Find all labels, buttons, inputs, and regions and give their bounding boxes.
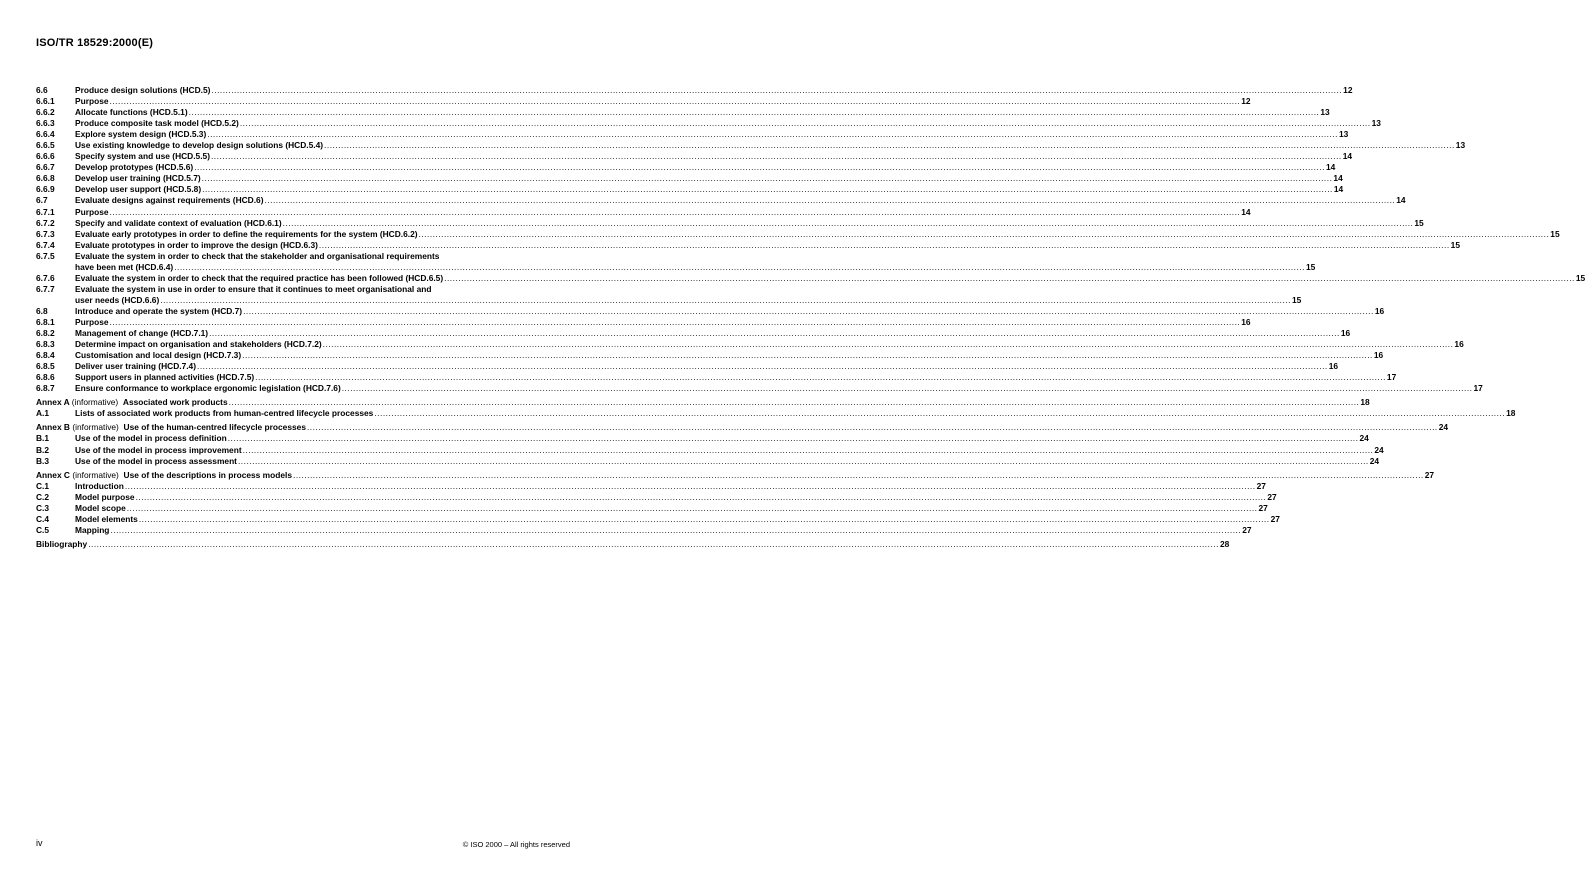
toc-annex-label: Annex C — [36, 469, 70, 480]
toc-entry-title: Use of the model in process improvement — [75, 444, 242, 455]
toc-entry-title: Allocate functions (HCD.5.1) — [75, 107, 188, 118]
toc-page-number: 18 — [1506, 408, 1516, 419]
toc-page-number: 13 — [1339, 129, 1349, 140]
toc-leader-dots: ................................................................................................................................................................................................................................................................................................................................................................................................................ — [341, 383, 1473, 394]
toc-entry-number: B.2 — [36, 444, 50, 455]
toc-page-number: 14 — [1333, 184, 1344, 195]
toc-page-number: 17 — [1386, 372, 1397, 383]
toc-page-number: 24 — [1359, 433, 1369, 444]
toc-entry[interactable] — [36, 173, 1343, 184]
toc-entry-title: Develop prototypes (HCD.5.6) — [75, 162, 194, 173]
toc-leader-dots: ................................................................................................................................................................................................................................................................................................................................................................................................................ — [242, 350, 1373, 361]
toc-entry[interactable] — [36, 361, 1339, 372]
toc-entry-number: 6.6 — [36, 85, 48, 95]
toc-page-number: 15 — [1550, 228, 1560, 239]
toc-annex-informative: (informative) — [71, 397, 119, 408]
toc-leader-dots: ................................................................................................................................................................................................................................................................................................................................................................................................................ — [306, 422, 1438, 433]
toc-entry-title: Model purpose — [75, 491, 135, 502]
toc-entry-title: Lists of associated work products from human-centred lifecycle processes — [75, 408, 374, 419]
toc-entry-title: Introduce and operate the system (HCD.7) — [75, 305, 243, 316]
toc-page-number: 14 — [1241, 206, 1251, 217]
toc-entry[interactable] — [36, 455, 1380, 467]
toc-entry-number: 6.8.4 — [36, 350, 55, 361]
toc-leader-dots: ................................................................................................................................................................................................................................................................................................................................................................................................................ — [135, 491, 1267, 502]
toc-leader-dots: ................................................................................................................................................................................................................................................................................................................................................................................................................ — [243, 305, 1374, 316]
toc-entry-number: 6.7.2 — [36, 217, 55, 228]
toc-annex-entry[interactable] — [36, 469, 1435, 481]
toc-leader-dots: ................................................................................................................................................................................................................................................................................................................................................................................................................ — [255, 372, 1386, 383]
toc-entry-number: 6.6.5 — [36, 140, 55, 151]
toc-annex-entry[interactable] — [36, 538, 1230, 550]
toc-entry[interactable] — [36, 184, 1344, 195]
toc-entry-title: Determine impact on organisation and stakeholders (HCD.7.2) — [75, 339, 322, 350]
toc-entry-number: 6.6.6 — [36, 151, 55, 162]
toc-entry-title: Produce composite task model (HCD.5.2) — [75, 118, 239, 129]
toc-page-number: 16 — [1373, 350, 1384, 361]
toc-page-number: 13 — [1371, 118, 1381, 129]
toc-entry-number: 6.6.3 — [36, 118, 55, 129]
toc-leader-dots: ................................................................................................................................................................................................................................................................................................................................................................................................................ — [227, 433, 1359, 444]
toc-leader-dots: ................................................................................................................................................................................................................................................................................................................................................................................................................ — [318, 239, 1450, 250]
toc-entry-number: C.5 — [36, 524, 50, 535]
toc-entry[interactable] — [36, 272, 1585, 284]
toc-entry-number: 6.7.4 — [36, 239, 55, 250]
toc-entry[interactable] — [36, 85, 1353, 96]
toc-entry-number: B.3 — [36, 455, 50, 466]
toc-page-number: 15 — [1292, 294, 1302, 305]
toc-leader-dots: ................................................................................................................................................................................................................................................................................................................................................................................................................ — [237, 455, 1369, 466]
toc-entry[interactable] — [36, 283, 1302, 306]
toc-entry-title-line1: Evaluate the system in use in order to ensure that it continues to meet organisational and — [75, 283, 432, 294]
toc-leader-dots: ................................................................................................................................................................................................................................................................................................................................................................................................................ — [109, 96, 1241, 107]
toc-page-number: 14 — [1325, 162, 1336, 173]
toc-entry-title: Develop user support (HCD.5.8) — [75, 184, 202, 195]
toc-entry[interactable] — [36, 491, 1277, 503]
toc-entry[interactable] — [36, 140, 1466, 151]
toc-entry-number: 6.7.7 — [36, 283, 55, 294]
toc-leader-dots: ................................................................................................................................................................................................................................................................................................................................................................................................................ — [374, 408, 1506, 419]
toc-entry[interactable] — [36, 433, 1369, 444]
toc-page-number: 16 — [1454, 339, 1464, 350]
toc-annex-entry[interactable] — [36, 422, 1449, 433]
toc-page-number: 13 — [1320, 107, 1330, 118]
toc-entry-title: Evaluate designs against requirements (HCD.6) — [75, 195, 264, 206]
toc-entry-title: Use of the model in process assessment — [75, 455, 237, 466]
toc-leader-dots: ................................................................................................................................................................................................................................................................................................................................................................................................................ — [418, 228, 1550, 239]
toc-leader-dots: ................................................................................................................................................................................................................................................................................................................................................................................................................ — [264, 195, 1396, 206]
toc-entry-title: Produce design solutions (HCD.5) — [75, 85, 211, 95]
toc-page-number: 17 — [1473, 383, 1483, 394]
toc-page-number: 15 — [1575, 272, 1585, 283]
toc-entry-title: Purpose — [75, 96, 109, 107]
footer-copyright: © ISO 2000 – All rights reserved — [462, 840, 570, 849]
toc-page-number: 27 — [1267, 491, 1277, 502]
toc-entry-number: 6.7.5 — [36, 250, 55, 261]
toc-entry[interactable] — [36, 383, 1483, 394]
toc-entry[interactable] — [36, 239, 1460, 251]
toc-annex-label: Annex B — [36, 422, 70, 433]
toc-entry-number: 6.6.9 — [36, 184, 55, 195]
toc-page-number: 27 — [1424, 469, 1435, 480]
toc-leader-dots: ................................................................................................................................................................................................................................................................................................................................................................................................................ — [197, 361, 1328, 372]
toc-page-number: 13 — [1455, 140, 1466, 151]
toc-entry-title: Purpose — [75, 206, 109, 217]
toc-entry[interactable] — [36, 480, 1266, 492]
toc-leader-dots: ................................................................................................................................................................................................................................................................................................................................................................................................................ — [88, 538, 1219, 549]
toc-leader-dots: ................................................................................................................................................................................................................................................................................................................................................................................................................ — [109, 206, 1241, 217]
toc-entry-number: 6.8.2 — [36, 328, 55, 339]
toc-leader-dots: ................................................................................................................................................................................................................................................................................................................................................................................................................ — [126, 502, 1258, 513]
toc-leader-dots: ................................................................................................................................................................................................................................................................................................................................................................................................................ — [194, 162, 1325, 173]
toc-entry[interactable] — [36, 372, 1397, 383]
toc-entry-title: Customisation and local design (HCD.7.3) — [75, 350, 242, 361]
toc-entry-title: Ensure conformance to workplace ergonomic legislation (HCD.7.6) — [75, 383, 341, 394]
table-of-contents — [36, 85, 1585, 550]
toc-entry-number: 6.8.6 — [36, 372, 55, 383]
toc-leader-dots: ................................................................................................................................................................................................................................................................................................................................................................................................................ — [209, 328, 1340, 339]
toc-leader-dots: ................................................................................................................................................................................................................................................................................................................................................................................................................ — [239, 118, 1371, 129]
document-header-title: ISO/TR 18529:2000(E) — [36, 37, 154, 49]
toc-entry[interactable] — [36, 129, 1349, 140]
toc-entry[interactable] — [36, 107, 1330, 118]
toc-entry-number: 6.6.2 — [36, 107, 55, 118]
toc-entry[interactable] — [36, 195, 1406, 206]
toc-entry-title: Management of change (HCD.7.1) — [75, 328, 209, 339]
toc-entry-number: C.4 — [36, 513, 50, 524]
toc-page-number: 16 — [1328, 361, 1339, 372]
toc-entry-number: 6.7.1 — [36, 206, 55, 217]
toc-entry-number: 6.6.8 — [36, 173, 55, 184]
toc-leader-dots: ................................................................................................................................................................................................................................................................................................................................................................................................................ — [242, 444, 1374, 455]
toc-entry-number: A.1 — [36, 408, 50, 419]
toc-entry-title: Evaluate early prototypes in order to define the requirements for the system (HCD.6.2) — [75, 228, 418, 239]
toc-page-number: 18 — [1360, 397, 1370, 408]
toc-leader-dots: ................................................................................................................................................................................................................................................................................................................................................................................................................ — [210, 151, 1342, 162]
toc-page-number: 12 — [1343, 85, 1353, 95]
toc-page-number: 14 — [1333, 173, 1343, 184]
toc-entry[interactable] — [36, 408, 1516, 419]
toc-page-number: 27 — [1242, 524, 1252, 535]
toc-entry-title: user needs (HCD.6.6) — [75, 294, 160, 305]
toc-leader-dots: ................................................................................................................................................................................................................................................................................................................................................................................................................ — [444, 272, 1575, 283]
toc-leader-dots: ................................................................................................................................................................................................................................................................................................................................................................................................................ — [138, 513, 1270, 524]
toc-page-number: 15 — [1305, 261, 1316, 272]
toc-entry[interactable] — [36, 118, 1381, 129]
toc-entry-title: Introduction — [75, 480, 124, 491]
toc-leader-dots: ................................................................................................................................................................................................................................................................................................................................................................................................................ — [188, 107, 1320, 118]
toc-entry-title: Explore system design (HCD.5.3) — [75, 129, 207, 140]
toc-entry-title: Purpose — [75, 316, 109, 327]
toc-entry[interactable] — [36, 328, 1351, 339]
toc-leader-dots: ................................................................................................................................................................................................................................................................................................................................................................................................................ — [282, 217, 1414, 228]
toc-leader-dots: ................................................................................................................................................................................................................................................................................................................................................................................................................ — [207, 129, 1338, 140]
toc-page-number: 28 — [1219, 538, 1230, 549]
toc-entry-title: Develop user training (HCD.5.7) — [75, 173, 201, 184]
toc-entry-number: 6.6.4 — [36, 129, 55, 140]
toc-page-number: 27 — [1258, 502, 1268, 513]
toc-leader-dots: ................................................................................................................................................................................................................................................................................................................................................................................................................ — [322, 339, 1454, 350]
toc-entry[interactable] — [36, 502, 1268, 514]
toc-entry-title: have been met (HCD.6.4) — [75, 261, 174, 272]
toc-entry-number: C.2 — [36, 491, 50, 502]
toc-entry-title: Specify and validate context of evaluation (HCD.6.1) — [75, 217, 282, 228]
toc-entry-number: 6.8.1 — [36, 316, 55, 327]
toc-leader-dots: ................................................................................................................................................................................................................................................................................................................................................................................................................ — [324, 140, 1455, 151]
toc-entry[interactable] — [36, 228, 1560, 240]
toc-annex-entry[interactable] — [36, 397, 1370, 408]
toc-entry-number: 6.8 — [36, 305, 48, 316]
toc-entry[interactable] — [36, 339, 1464, 350]
toc-annex-title: Use of the descriptions in process models — [123, 469, 292, 480]
toc-entry-title: Use existing knowledge to develop design solutions (HCD.5.4) — [75, 140, 324, 151]
toc-entry[interactable] — [36, 316, 1251, 328]
toc-page-number: 24 — [1438, 422, 1449, 433]
toc-entry-number: 6.8.5 — [36, 361, 55, 372]
toc-page-number: 14 — [1342, 151, 1353, 162]
toc-leader-dots: ................................................................................................................................................................................................................................................................................................................................................................................................................ — [228, 397, 1360, 408]
toc-entry-title-line1: Evaluate the system in order to check that the stakeholder and organisational requirements — [75, 250, 440, 261]
toc-leader-dots: ................................................................................................................................................................................................................................................................................................................................................................................................................ — [201, 173, 1333, 184]
toc-entry-title: Evaluate the system in order to check that the required practice has been followed (HCD.6.5) — [75, 272, 444, 283]
toc-entry[interactable] — [36, 250, 1316, 273]
toc-entry-number: C.3 — [36, 502, 50, 513]
toc-entry-number: 6.7.3 — [36, 228, 55, 239]
toc-entry[interactable] — [36, 96, 1251, 107]
toc-entry-number: B.1 — [36, 433, 50, 444]
toc-entry-title: Model scope — [75, 502, 126, 513]
toc-page-number: 15 — [1450, 239, 1460, 250]
toc-entry-number: 6.7 — [36, 195, 48, 206]
toc-entry[interactable] — [36, 513, 1280, 525]
toc-entry-number: 6.6.1 — [36, 96, 55, 107]
toc-page-number: 12 — [1241, 96, 1251, 107]
toc-page-number: 16 — [1241, 316, 1251, 327]
toc-entry-title: Deliver user training (HCD.7.4) — [75, 361, 197, 372]
toc-entry-title: Model elements — [75, 513, 138, 524]
toc-leader-dots: ................................................................................................................................................................................................................................................................................................................................................................................................................ — [160, 294, 1291, 305]
toc-entry-number: 6.7.6 — [36, 272, 55, 283]
toc-entry[interactable] — [36, 305, 1385, 317]
toc-leader-dots: ................................................................................................................................................................................................................................................................................................................................................................................................................ — [293, 469, 1424, 480]
toc-entry[interactable] — [36, 444, 1384, 456]
toc-entry-number: 6.8.3 — [36, 339, 55, 350]
toc-entry-number: C.1 — [36, 480, 50, 491]
toc-entry[interactable] — [36, 162, 1336, 173]
toc-entry-number: 6.6.7 — [36, 162, 55, 173]
toc-page-number: 14 — [1396, 195, 1406, 206]
toc-entry-title: Mapping — [75, 524, 110, 535]
toc-annex-informative: (informative) — [72, 469, 119, 480]
toc-entry-title: Specify system and use (HCD.5.5) — [75, 151, 210, 162]
toc-page-number: 24 — [1374, 444, 1384, 455]
toc-page-number: 27 — [1270, 513, 1280, 524]
toc-page-number: 16 — [1340, 328, 1351, 339]
toc-leader-dots: ................................................................................................................................................................................................................................................................................................................................................................................................................ — [109, 316, 1241, 327]
toc-page-number: 27 — [1256, 480, 1266, 491]
toc-page-number: 15 — [1414, 217, 1424, 228]
toc-entry[interactable] — [36, 217, 1424, 229]
toc-page-number: 24 — [1369, 455, 1380, 466]
toc-leader-dots: ................................................................................................................................................................................................................................................................................................................................................................................................................ — [110, 524, 1242, 535]
toc-annex-title: Use of the human-centred lifecycle processes — [123, 422, 306, 433]
footer-page-number: iv — [36, 838, 43, 848]
toc-annex-title: Associated work products — [122, 397, 228, 408]
toc-entry[interactable] — [36, 151, 1353, 162]
toc-leader-dots: ................................................................................................................................................................................................................................................................................................................................................................................................................ — [174, 261, 1305, 272]
toc-leader-dots: ................................................................................................................................................................................................................................................................................................................................................................................................................ — [124, 480, 1256, 491]
toc-annex-label: Annex A — [36, 397, 70, 408]
toc-entry[interactable] — [36, 524, 1252, 536]
toc-annex-informative: (informative) — [72, 422, 119, 433]
toc-annex-label: Bibliography — [36, 538, 88, 549]
toc-entry-title: Evaluate prototypes in order to improve the design (HCD.6.3) — [75, 239, 318, 250]
toc-entry[interactable] — [36, 350, 1384, 361]
toc-leader-dots: ................................................................................................................................................................................................................................................................................................................................................................................................................ — [202, 184, 1333, 195]
toc-entry-number: 6.8.7 — [36, 383, 55, 394]
toc-entry-title: Support users in planned activities (HCD.7.5) — [75, 372, 255, 383]
toc-entry[interactable] — [36, 206, 1251, 218]
toc-leader-dots: ................................................................................................................................................................................................................................................................................................................................................................................................................ — [211, 85, 1343, 95]
toc-page-number: 16 — [1374, 305, 1385, 316]
toc-entry-title: Use of the model in process definition — [75, 433, 227, 444]
